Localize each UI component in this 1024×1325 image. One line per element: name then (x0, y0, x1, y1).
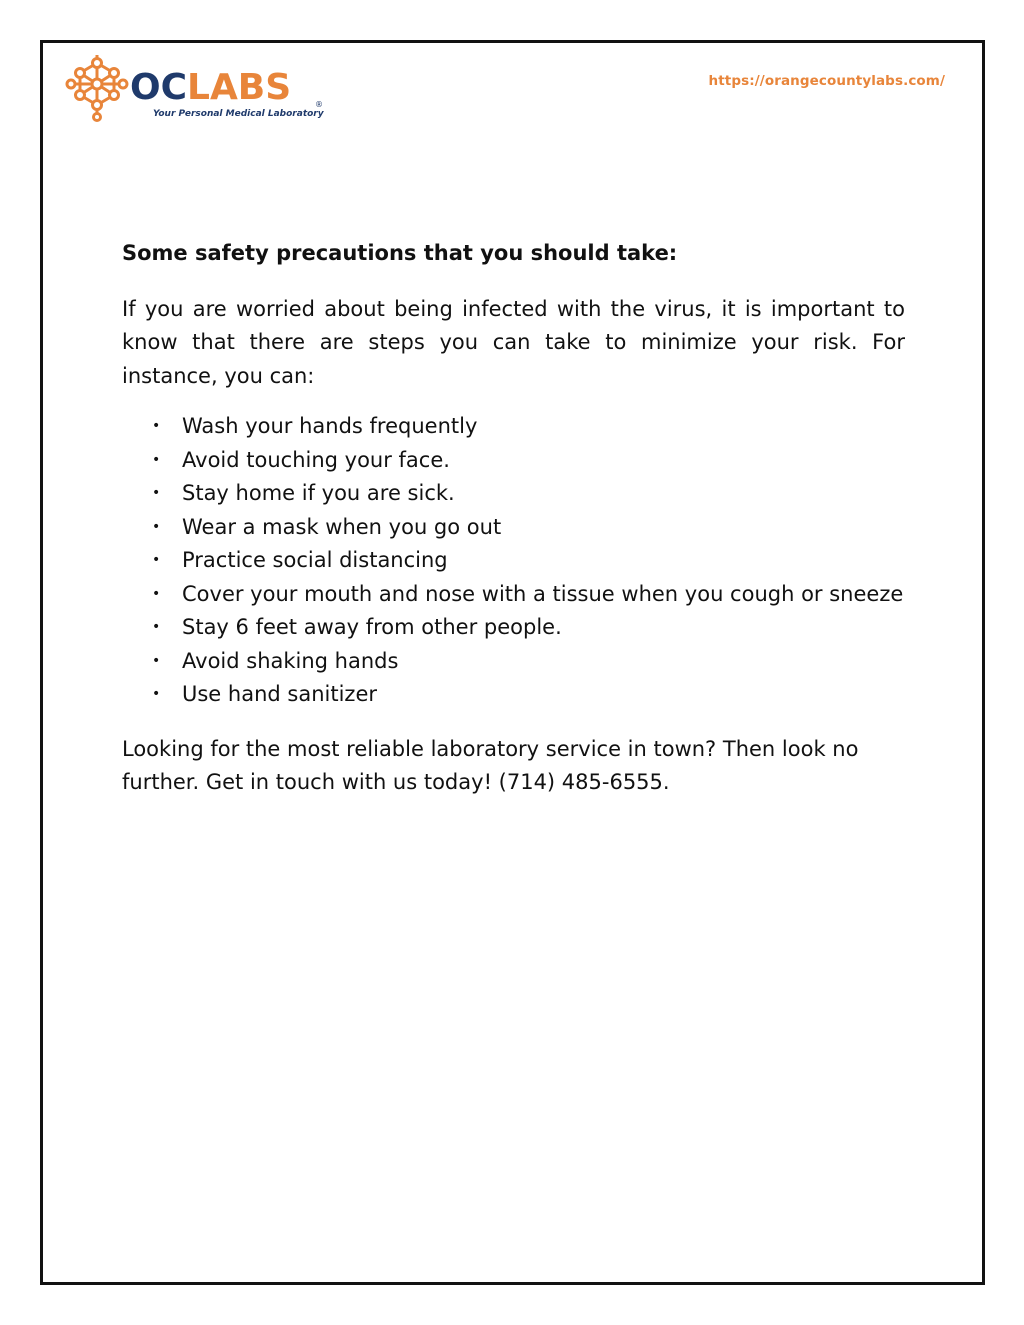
article-body (122, 237, 905, 800)
list-item-text: Stay home if you are sick. (182, 481, 455, 505)
list-item-text: Practice social distancing (182, 548, 448, 572)
site-url-link[interactable]: https://orangecountylabs.com/ (708, 73, 945, 89)
list-item-text: Stay 6 feet away from other people. (182, 615, 562, 639)
list-item (122, 678, 905, 712)
bullet-icon: • (152, 518, 161, 535)
list-item (122, 578, 905, 612)
page-header (43, 43, 982, 153)
document-page (40, 40, 985, 1285)
bullet-icon: • (152, 619, 161, 635)
bullet-icon: • (152, 485, 161, 501)
logo-tagline: Your Personal Medical Laboratory (153, 109, 324, 119)
list-item-text: Cover your mouth and nose with a tissue when you cough or sneeze (182, 581, 904, 606)
closing-paragraph: Looking for the most reliable laboratory service in town? Then look no further. Get in touch with us today! (714) 485-6555. (122, 736, 859, 794)
logo-text-oc: OC (130, 67, 188, 108)
list-item (122, 544, 905, 578)
precautions-list (122, 410, 905, 712)
bullet-icon: • (152, 552, 161, 568)
list-item (122, 511, 905, 545)
bullet-icon: • (152, 585, 161, 602)
list-item-text: Wear a mask when you go out (182, 514, 502, 539)
logo-text-labs: LABS (187, 67, 292, 108)
list-item (122, 410, 905, 444)
list-item-text: Use hand sanitizer (182, 682, 377, 706)
bullet-icon: • (152, 451, 161, 468)
list-item-text: Wash your hands frequently (182, 414, 478, 438)
bullet-icon: • (152, 652, 161, 669)
list-item (122, 444, 905, 478)
list-item (122, 645, 905, 679)
logo-registered-mark: ® (315, 100, 323, 109)
bullet-icon: • (152, 418, 161, 434)
bullet-icon: • (152, 686, 161, 702)
intro-paragraph: If you are worried about being infected with the virus, it is important to know that there are steps you can take to minimize your risk. For instance, you can: (122, 296, 905, 388)
list-item (122, 477, 905, 511)
oc-labs-logo (65, 53, 330, 127)
list-item (122, 611, 905, 645)
list-item-text: Avoid shaking hands (182, 648, 399, 673)
list-item-text: Avoid touching your face. (182, 447, 450, 472)
section-heading: Some safety precautions that you should take: (122, 241, 678, 265)
